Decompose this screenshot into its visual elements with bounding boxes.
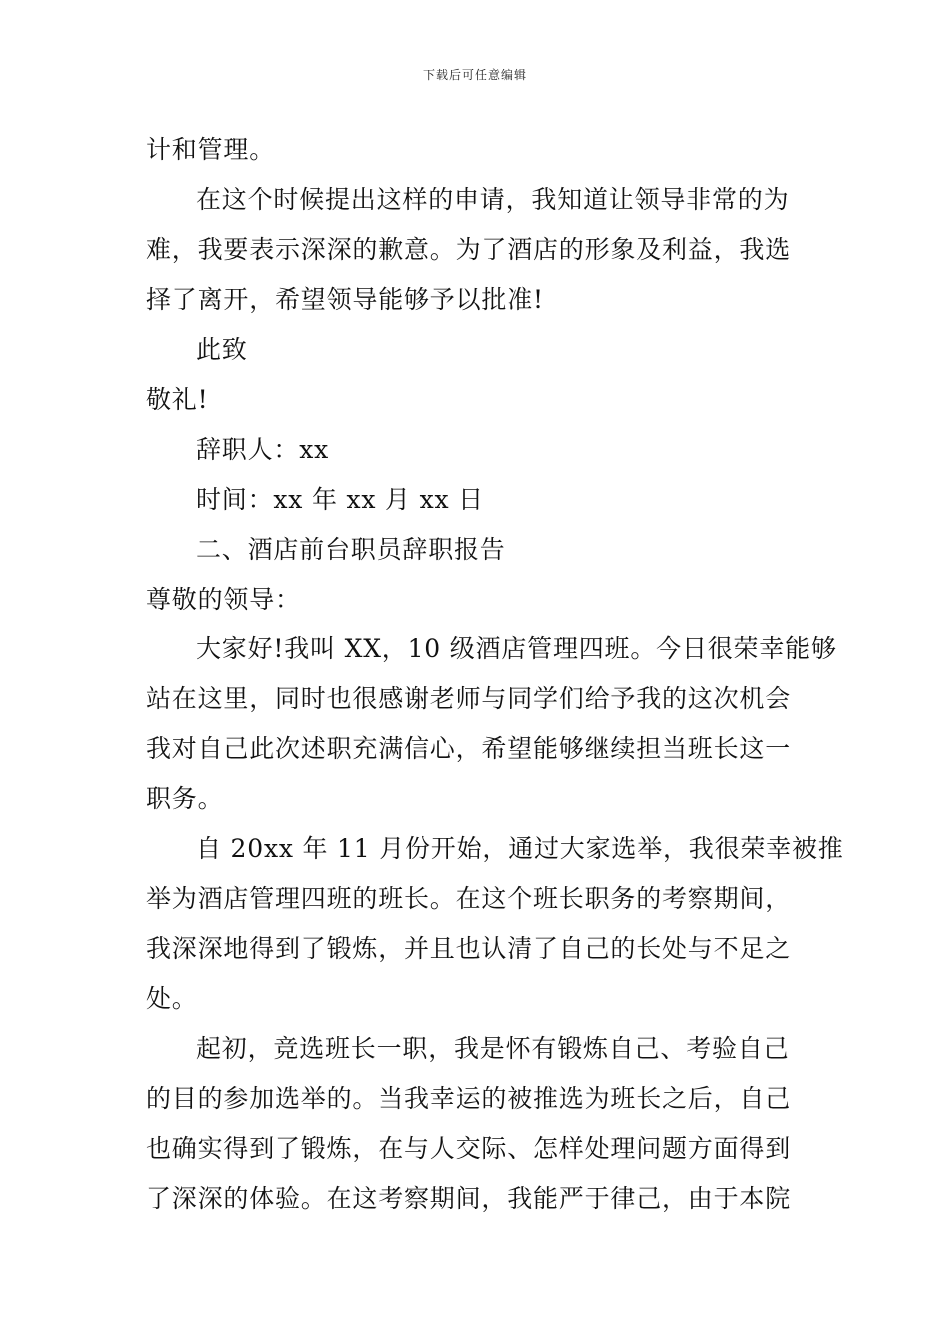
closing-line: 此致 [196,335,248,364]
paragraph-line: 大家好!我叫 XX，10 级酒店管理四班。今日很荣幸能够 [196,634,837,663]
header-note: 下载后可任意编辑 [422,68,527,82]
paragraph-line: 起初，竞选班长一职，我是怀有锻炼自己、考验自己 [196,1034,790,1063]
paragraph-line: 自 20xx 年 11 月份开始，通过大家选举，我很荣幸被推 [196,834,844,863]
resigner-line: 辞职人：xx [196,435,329,464]
paragraph-line: 职务。 [146,784,224,813]
date-line: 时间：xx 年 xx 月 xx 日 [196,485,484,514]
salutation-line: 敬礼! [146,385,209,414]
greeting-line: 尊敬的领导： [146,585,301,614]
paragraph-line: 处。 [146,984,198,1013]
paragraph-line: 我深深地得到了锻炼，并且也认清了自己的长处与不足之 [146,934,792,963]
paragraph-line: 难，我要表示深深的歉意。为了酒店的形象及利益，我选 [146,235,792,264]
paragraph-line: 站在这里，同时也很感谢老师与同学们给予我的这次机会 [146,684,792,713]
paragraph-line: 也确实得到了锻炼，在与人交际、怎样处理问题方面得到 [146,1134,792,1163]
paragraph-line: 举为酒店管理四班的班长。在这个班长职务的考察期间， [146,884,792,913]
section-heading: 二、酒店前台职员辞职报告 [196,535,506,564]
paragraph-line: 我对自己此次述职充满信心，希望能够继续担当班长这一 [146,734,792,763]
paragraph-line: 在这个时候提出这样的申请，我知道让领导非常的为 [196,185,790,214]
text-line: 计和管理。 [146,135,276,164]
paragraph-line: 了深深的体验。在这考察期间，我能严于律己，由于本院 [146,1184,792,1213]
paragraph-line: 的目的参加选举的。当我幸运的被推选为班长之后，自己 [146,1084,792,1113]
paragraph-line: 择了离开，希望领导能够予以批准! [146,285,544,314]
